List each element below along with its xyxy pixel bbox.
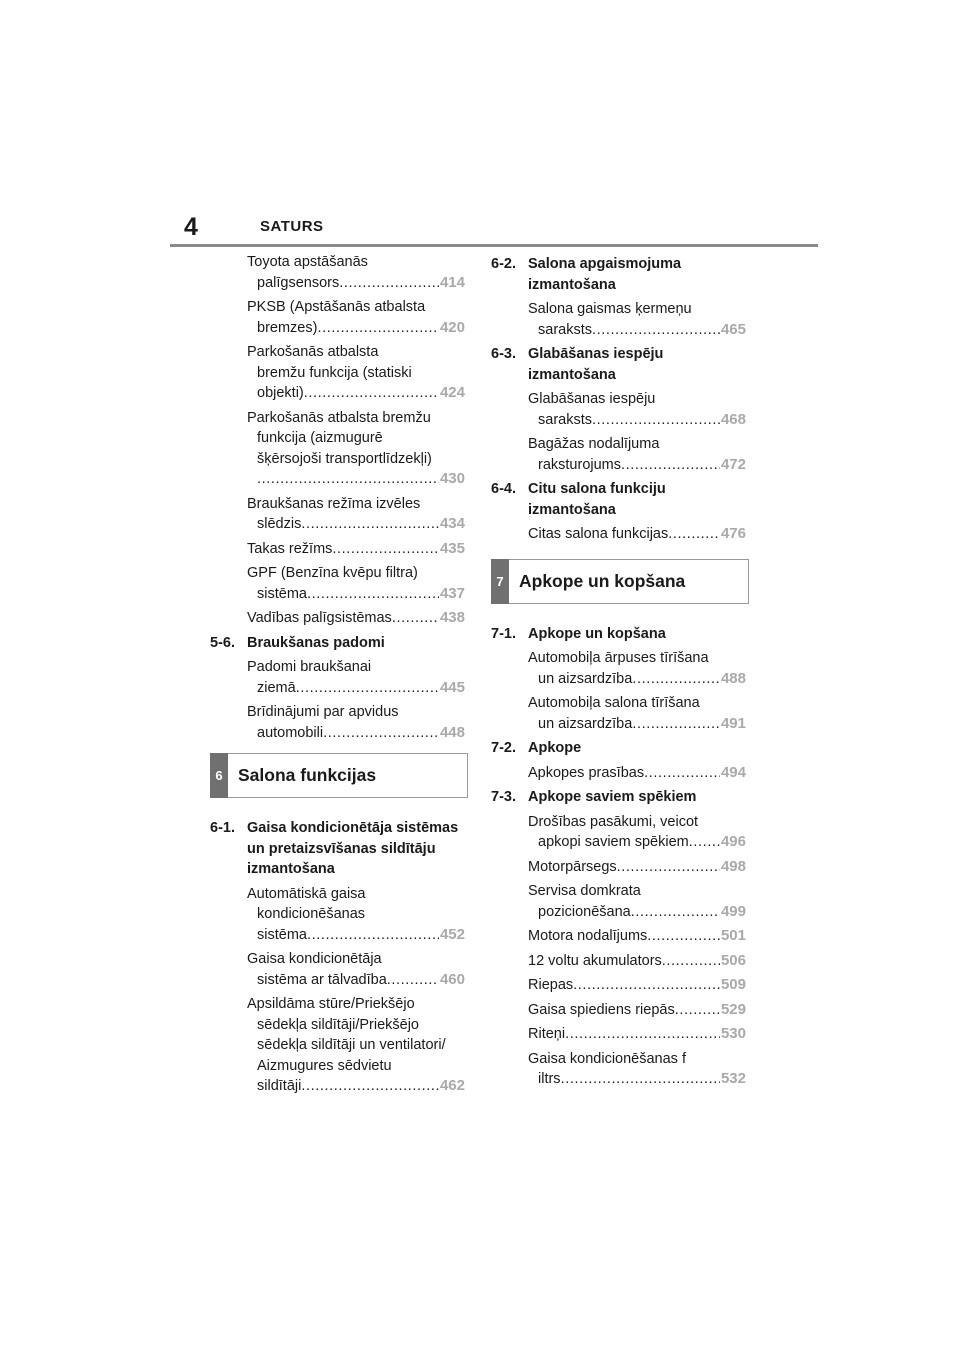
toc-entry-text: Apsildāma stūre/Priekšējo bbox=[247, 996, 415, 1012]
toc-entry[interactable] bbox=[491, 857, 749, 878]
toc-entry-lastline bbox=[528, 926, 746, 947]
toc-entry-text: iltrs bbox=[538, 1071, 561, 1087]
page-reference[interactable]: 435 bbox=[439, 539, 465, 557]
toc-entry-text: Automobiļa ārpuses tīrīšana bbox=[528, 650, 709, 666]
toc-group bbox=[491, 648, 749, 734]
toc-entry-text: saraksts bbox=[538, 321, 592, 338]
dot-leader bbox=[307, 584, 439, 605]
toc-entry-lastline bbox=[247, 1076, 465, 1097]
dot-leader bbox=[631, 902, 720, 923]
dot-leader bbox=[392, 608, 439, 629]
toc-entry-text: sistēma ar tālvadība bbox=[257, 971, 387, 988]
toc-entry[interactable] bbox=[210, 494, 468, 535]
header-rule bbox=[170, 244, 818, 247]
page-reference[interactable]: 494 bbox=[720, 763, 746, 781]
dot-leader bbox=[561, 1069, 720, 1090]
toc-entry[interactable] bbox=[210, 297, 468, 338]
page-reference[interactable]: 445 bbox=[439, 678, 465, 696]
chapter-7-box[interactable] bbox=[491, 559, 749, 604]
toc-entry-text: GPF (Benzīna kvēpu filtra) bbox=[247, 565, 418, 581]
page-reference[interactable]: 509 bbox=[720, 976, 746, 993]
page-reference[interactable]: 434 bbox=[439, 515, 465, 532]
toc-entry[interactable] bbox=[491, 1049, 749, 1090]
toc-entry-text: Padomi braukšanai bbox=[247, 659, 372, 675]
dot-leader bbox=[592, 320, 720, 341]
section-title[interactable]: Gaisa kondicionētāja sistēmas un pretaizsvīšanas sildītāju izmantošana bbox=[247, 820, 459, 877]
toc-entry-text: Automobiļa salona tīrīšana bbox=[528, 695, 700, 711]
section-heading bbox=[210, 818, 468, 880]
toc-entry-lastline bbox=[247, 469, 465, 490]
toc-entry[interactable] bbox=[210, 884, 468, 946]
toc-entry-text: Parkošanās atbalsta bremžu bbox=[247, 409, 431, 426]
toc-entry-text: kondicionēšanas bbox=[257, 906, 366, 922]
toc-entry[interactable] bbox=[491, 951, 749, 972]
section-number: 7-1. bbox=[491, 625, 516, 642]
page-number: 4 bbox=[184, 213, 198, 241]
dot-leader bbox=[647, 926, 720, 947]
toc-entry-text: sistēma bbox=[257, 585, 307, 602]
toc-entry-lastline bbox=[528, 410, 746, 431]
toc-entry[interactable] bbox=[491, 524, 749, 545]
toc-entry-text: Gaisa kondicionētāja bbox=[247, 951, 382, 967]
toc-entry-lastline bbox=[528, 1069, 746, 1090]
toc-entry[interactable] bbox=[491, 648, 749, 689]
toc-entry-lastline bbox=[247, 970, 465, 991]
page-reference[interactable]: 414 bbox=[439, 273, 465, 291]
section-heading bbox=[491, 738, 749, 759]
toc-entry[interactable] bbox=[491, 975, 749, 996]
toc-entry[interactable] bbox=[210, 702, 468, 743]
toc-entry-text: Bagāžas nodalījuma bbox=[528, 436, 660, 452]
toc-entry-text: Braukšanas režīma izvēles bbox=[247, 495, 421, 512]
toc-entry[interactable] bbox=[210, 252, 468, 293]
toc-entry-text: pozicionēšana bbox=[538, 903, 631, 920]
page-reference[interactable]: 424 bbox=[439, 384, 465, 401]
toc-entry-text: palīgsensors bbox=[257, 274, 340, 291]
page-reference[interactable]: 501 bbox=[720, 927, 746, 944]
section-title[interactable]: Braukšanas padomi bbox=[247, 634, 385, 651]
running-title: SATURS bbox=[260, 218, 324, 235]
section-heading bbox=[491, 254, 749, 295]
toc-entry[interactable] bbox=[491, 1024, 749, 1045]
toc-entry-text: saraksts bbox=[538, 411, 592, 428]
toc-entry-text: Riepas bbox=[528, 977, 574, 993]
page-reference[interactable]: 472 bbox=[720, 455, 746, 473]
section-heading bbox=[210, 633, 468, 654]
section-number: 6-3. bbox=[491, 346, 516, 362]
toc-entry-text: Gaisa spiediens riepās bbox=[528, 1001, 675, 1018]
toc-entry[interactable] bbox=[491, 389, 749, 430]
page-reference[interactable]: 452 bbox=[439, 925, 465, 943]
toc-entry-text: Aizmugures sēdvietu bbox=[257, 1057, 392, 1074]
section-number: 7-2. bbox=[491, 740, 516, 756]
toc-entry-text: Brīdinājumi par apvidus bbox=[247, 704, 399, 720]
toc-entry-text: automobili bbox=[257, 724, 324, 741]
toc-entry-text: PKSB (Apstāšanās atbalsta bbox=[247, 299, 426, 315]
chapter-tab: 6 bbox=[210, 753, 228, 798]
toc-entry-lastline bbox=[528, 669, 746, 690]
section-title[interactable]: Apkope bbox=[528, 740, 582, 756]
toc-entry-lastline bbox=[247, 383, 465, 404]
toc-entry-text: šķērsojoši transportlīdzekļi) bbox=[257, 450, 432, 467]
page-reference[interactable]: 491 bbox=[720, 714, 746, 732]
section-title[interactable]: Salona apgaismojuma izmantošana bbox=[528, 256, 682, 293]
toc-entry[interactable] bbox=[491, 434, 749, 475]
section-number: 6-4. bbox=[491, 481, 516, 497]
page-reference[interactable]: 437 bbox=[439, 584, 465, 602]
dot-leader bbox=[307, 925, 439, 946]
toc-entry-text: sēdekļa sildītāji/Priekšējo bbox=[257, 1016, 419, 1033]
section-heading bbox=[491, 787, 749, 808]
toc-entry-text: Vadības palīgsistēmas bbox=[247, 610, 392, 626]
page-reference[interactable]: 465 bbox=[720, 320, 746, 338]
toc-group bbox=[491, 299, 749, 340]
toc-entry-text: raksturojums bbox=[538, 456, 621, 473]
toc-entry-text: Parkošanās atbalsta bbox=[247, 344, 379, 360]
dot-leader bbox=[644, 763, 720, 784]
page-reference[interactable]: 488 bbox=[720, 669, 746, 687]
toc-entry-text: Takas režīms bbox=[247, 540, 333, 557]
toc-entry-lastline bbox=[247, 678, 465, 699]
toc-group bbox=[491, 524, 749, 545]
toc-entry-text: un aizsardzība bbox=[538, 715, 633, 732]
toc-group bbox=[491, 389, 749, 475]
toc-right-column bbox=[491, 252, 749, 1094]
toc-entry-text: apkopi saviem spēkiem bbox=[538, 834, 689, 850]
section-title[interactable]: Apkope un kopšana bbox=[528, 625, 666, 642]
section-title[interactable]: Apkope saviem spēkiem bbox=[528, 789, 697, 805]
dot-leader bbox=[317, 318, 439, 339]
page-reference[interactable]: 496 bbox=[720, 833, 746, 850]
toc-entry-text: Salona gaismas ķermeņu bbox=[528, 301, 692, 317]
toc-entry[interactable] bbox=[210, 657, 468, 698]
toc-entry-lastline bbox=[247, 584, 465, 605]
section-title[interactable]: Glabāšanas iespēju izmantošana bbox=[528, 346, 664, 383]
toc-entry-text: sēdekļa sildītāji un ventilatori/ bbox=[257, 1037, 446, 1053]
section-heading bbox=[491, 624, 749, 645]
dot-leader bbox=[304, 383, 439, 404]
toc-entry-text: Motora nodalījums bbox=[528, 928, 648, 944]
toc-group bbox=[210, 657, 468, 743]
toc-entry-text: Drošības pasākumi, veicot bbox=[528, 813, 699, 830]
toc-entry-text: 12 voltu akumulators bbox=[528, 952, 662, 969]
toc-entry-lastline bbox=[247, 318, 465, 339]
section-number: 5-6. bbox=[210, 634, 235, 651]
toc-entry[interactable] bbox=[491, 812, 749, 853]
toc-entry-lastline bbox=[247, 273, 465, 294]
toc-entry-text: Riteņi bbox=[528, 1026, 566, 1042]
toc-entry[interactable] bbox=[210, 608, 468, 629]
toc-entry-lastline bbox=[247, 608, 465, 629]
toc-group bbox=[491, 763, 749, 784]
toc-group bbox=[210, 252, 468, 629]
toc-entry-lastline bbox=[528, 1024, 746, 1045]
toc-entry[interactable] bbox=[491, 926, 749, 947]
toc-entry[interactable] bbox=[491, 299, 749, 340]
page-reference[interactable]: 468 bbox=[720, 410, 746, 428]
section-heading bbox=[491, 344, 749, 385]
toc-entry[interactable] bbox=[491, 1000, 749, 1021]
toc-entry-lastline bbox=[528, 455, 746, 476]
dot-leader bbox=[257, 469, 439, 490]
page-reference[interactable]: 476 bbox=[720, 525, 746, 542]
section-number: 6-1. bbox=[210, 820, 235, 836]
dot-leader bbox=[301, 1076, 439, 1097]
page-reference[interactable]: 420 bbox=[439, 318, 465, 336]
toc-entry[interactable] bbox=[491, 763, 749, 784]
chapter-title: Salona funkcijas bbox=[238, 765, 377, 785]
toc-entry[interactable] bbox=[210, 949, 468, 990]
page-reference[interactable]: 529 bbox=[720, 1000, 746, 1018]
toc-entry-text: Automātiskā gaisa bbox=[247, 885, 366, 902]
toc-entry-text: Motorpārsegs bbox=[528, 858, 617, 875]
toc-entry-text: un aizsardzība bbox=[538, 670, 633, 687]
section-number: 6-2. bbox=[491, 256, 516, 272]
toc-entry[interactable] bbox=[210, 563, 468, 604]
section-title[interactable]: Citu salona funkciju izmantošana bbox=[528, 481, 666, 518]
page-reference[interactable]: 498 bbox=[720, 857, 746, 875]
dot-leader bbox=[689, 832, 720, 853]
chapter-title: Apkope un kopšana bbox=[519, 570, 686, 591]
page-reference[interactable]: 530 bbox=[720, 1025, 746, 1042]
toc-entry-text: objekti) bbox=[257, 385, 304, 401]
toc-entry[interactable] bbox=[210, 994, 468, 1097]
toc-entry-lastline bbox=[528, 857, 746, 878]
toc-entry-lastline bbox=[528, 975, 746, 996]
dot-leader bbox=[573, 975, 720, 996]
toc-entry-text: Servisa domkrata bbox=[528, 883, 641, 899]
toc-entry-text: ziemā bbox=[257, 679, 296, 696]
toc-entry[interactable] bbox=[491, 693, 749, 734]
section-heading bbox=[491, 479, 749, 520]
page-reference[interactable]: 430 bbox=[439, 470, 465, 487]
dot-leader bbox=[675, 1000, 720, 1021]
toc-entry-text: funkcija (aizmugurē bbox=[257, 430, 383, 446]
toc-entry-lastline bbox=[528, 714, 746, 735]
toc-entry-lastline bbox=[528, 320, 746, 341]
toc-entry[interactable] bbox=[210, 342, 468, 404]
dot-leader bbox=[632, 714, 720, 735]
dot-leader bbox=[662, 951, 720, 972]
toc-entry-text: Glabāšanas iespēju bbox=[528, 391, 656, 407]
toc-entry-lastline bbox=[528, 951, 746, 972]
toc-group bbox=[491, 812, 749, 1090]
toc-entry[interactable] bbox=[491, 881, 749, 922]
toc-entry-lastline bbox=[528, 1000, 746, 1021]
toc-entry-lastline bbox=[528, 763, 746, 784]
toc-entry[interactable] bbox=[210, 539, 468, 560]
toc-entry-text: Toyota apstāšanās bbox=[247, 254, 368, 270]
dot-leader bbox=[621, 455, 720, 476]
dot-leader bbox=[632, 669, 720, 690]
page-reference[interactable]: 506 bbox=[720, 951, 746, 969]
page-reference[interactable]: 438 bbox=[439, 609, 465, 626]
dot-leader bbox=[668, 524, 720, 545]
dot-leader bbox=[339, 273, 439, 294]
dot-leader bbox=[592, 410, 720, 431]
toc-entry-lastline bbox=[247, 539, 465, 560]
toc-entry-lastline bbox=[528, 902, 746, 923]
toc-entry-text: Apkopes prasības bbox=[528, 764, 645, 781]
toc-entry-text: sistēma bbox=[257, 926, 307, 943]
toc-entry-lastline bbox=[528, 832, 746, 853]
dot-leader bbox=[565, 1024, 720, 1045]
toc-left-column bbox=[210, 252, 468, 1101]
dot-leader bbox=[387, 970, 439, 991]
dot-leader bbox=[296, 678, 439, 699]
toc-entry-lastline bbox=[247, 514, 465, 535]
toc-entry[interactable] bbox=[210, 408, 468, 490]
dot-leader bbox=[323, 723, 439, 744]
toc-entry-lastline bbox=[247, 723, 465, 744]
page-reference[interactable]: 532 bbox=[720, 1070, 746, 1087]
page-reference[interactable]: 460 bbox=[439, 970, 465, 988]
toc-entry-text: sildītāji bbox=[257, 1078, 302, 1094]
section-number: 7-3. bbox=[491, 789, 516, 805]
chapter-tab: 7 bbox=[491, 559, 509, 604]
dot-leader bbox=[617, 857, 720, 878]
page-reference[interactable]: 499 bbox=[720, 902, 746, 920]
chapter-6-box[interactable] bbox=[210, 753, 468, 798]
toc-entry-text: slēdzis bbox=[257, 516, 302, 532]
toc-entry-text: Gaisa kondicionēšanas f bbox=[528, 1050, 686, 1067]
toc-entry-text: Citas salona funkcijas bbox=[528, 526, 669, 542]
toc-group bbox=[210, 884, 468, 1097]
toc-entry-text: bremzes) bbox=[257, 319, 318, 336]
dot-leader bbox=[332, 539, 439, 560]
page-reference[interactable]: 462 bbox=[439, 1077, 465, 1094]
page-reference[interactable]: 448 bbox=[439, 723, 465, 741]
toc-entry-text: bremžu funkcija (statiski bbox=[257, 364, 412, 381]
toc-entry-lastline bbox=[247, 925, 465, 946]
dot-leader bbox=[301, 514, 439, 535]
toc-entry-lastline bbox=[528, 524, 746, 545]
